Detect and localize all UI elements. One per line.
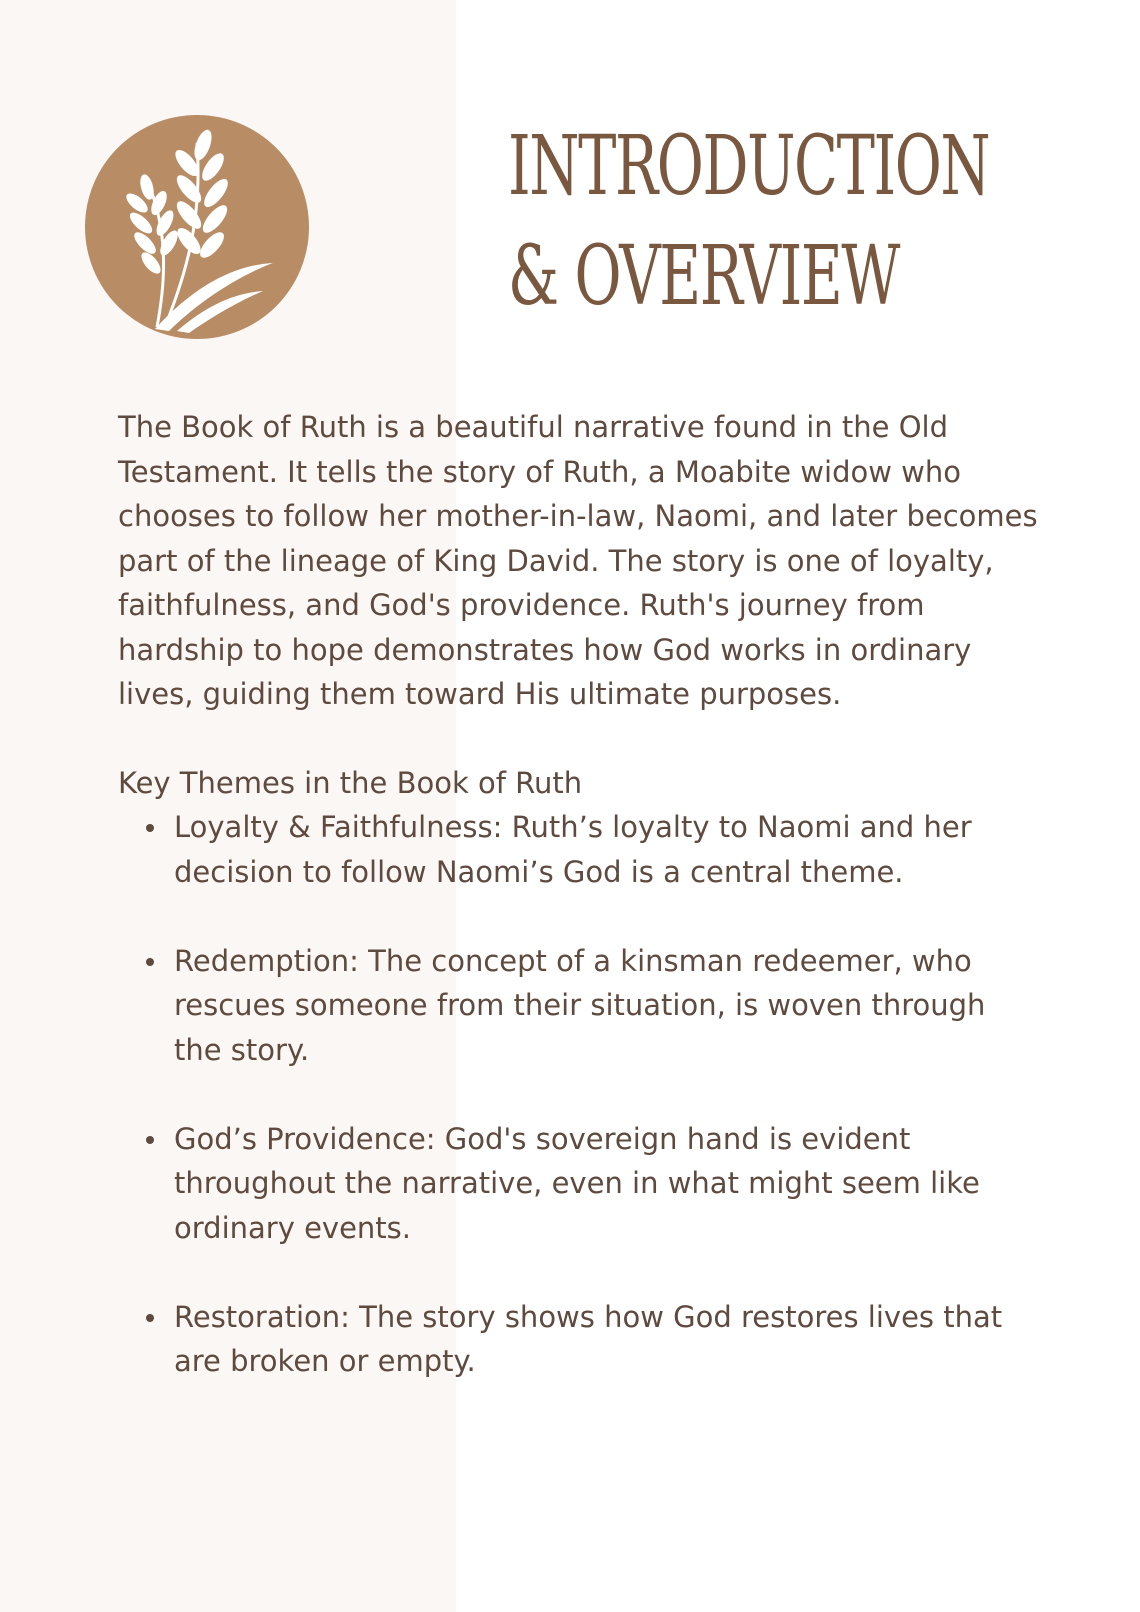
page-title [508, 112, 990, 332]
main-content [118, 405, 1058, 1428]
list-item [118, 939, 1034, 1073]
bullet-icon [146, 1314, 154, 1322]
title-line-1: INTRODUCTION [508, 119, 990, 214]
intro-paragraph: The Book of Ruth is a beautiful narrative found in the Old Testament. It tells the story of Ruth, a Moabite widow who chooses to follow her mother-in-law, Naomi, and later becomes part of the lineage of King David. The story is one of loyalty, faithfulness, and God's providence. Ruth's journey from hardship to hope demonstrates how God works in ordinary lives, guiding them toward His ultimate purposes. [118, 410, 1038, 711]
theme-text: Loyalty & Faithfulness: Ruth’s loyalty to Naomi and her decision to follow Naomi’s God is a central theme. [174, 810, 972, 889]
list-item [118, 1117, 1034, 1251]
themes-list [118, 805, 1058, 1384]
title-line-2: & OVERVIEW [508, 229, 899, 324]
list-item [118, 1295, 1034, 1384]
themes-heading: Key Themes in the Book of Ruth [118, 765, 583, 800]
bullet-icon [146, 958, 154, 966]
theme-text: Redemption: The concept of a kinsman redeemer, who rescues someone from their situation, is woven through the story. [174, 943, 986, 1067]
theme-text: God’s Providence: God's sovereign hand is evident throughout the narrative, even in what might seem like ordinary events. [174, 1121, 980, 1245]
bullet-icon [146, 1136, 154, 1144]
list-item [118, 805, 1034, 894]
theme-text: Restoration: The story shows how God restores lives that are broken or empty. [174, 1299, 1003, 1378]
bullet-icon [146, 824, 154, 832]
wheat-icon [85, 115, 309, 339]
